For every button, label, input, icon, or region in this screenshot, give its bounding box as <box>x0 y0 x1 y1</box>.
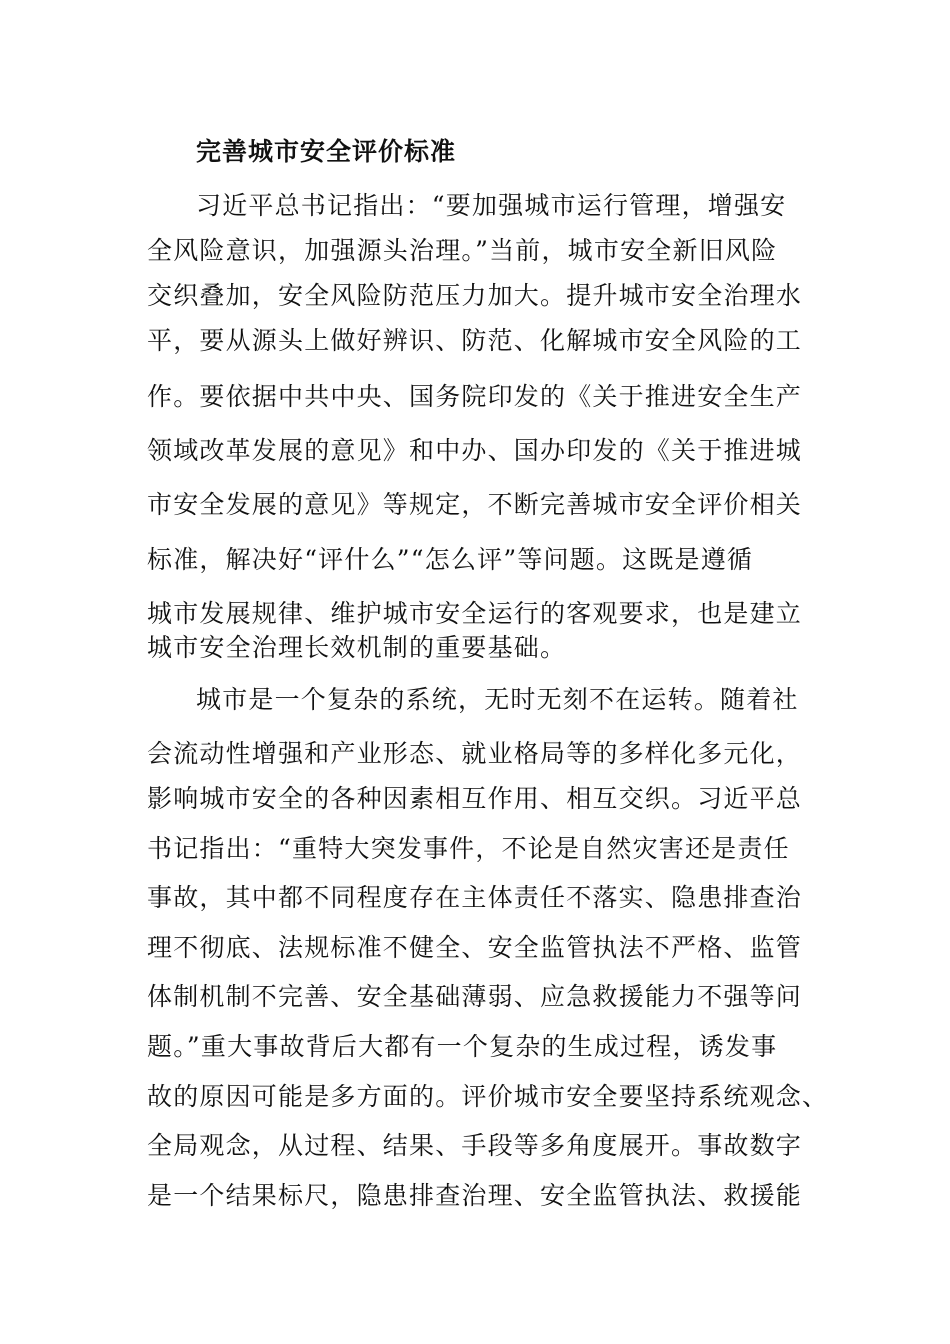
paragraph-2-line-2: 会流动性增强和产业形态、就业格局等的多样化多元化， <box>147 739 803 768</box>
paragraph-1-line-10: 城市安全治理长效机制的重要基础。 <box>147 633 567 662</box>
paragraph-1-line-7: 市安全发展的意见》等规定，不断完善城市安全评价相关 <box>147 490 803 519</box>
paragraph-1-line-1: 习近平总书记指出：“要加强城市运行管理，增强安 <box>196 191 787 220</box>
paragraph-2-line-5: 事故，其中都不同程度存在主体责任不落实、隐患排查治 <box>147 883 803 912</box>
paragraph-1-line-8: 标准，解决好“评什么”“怎么评”等问题。这既是遵循 <box>147 545 754 574</box>
document-title: 完善城市安全评价标准 <box>196 137 457 166</box>
paragraph-2-line-7: 体制机制不完善、安全基础薄弱、应急救援能力不强等问 <box>147 982 803 1011</box>
paragraph-1-line-3: 交织叠加，安全风险防范压力加大。提升城市安全治理水 <box>147 281 803 310</box>
paragraph-2-line-1: 城市是一个复杂的系统，无时无刻不在运转。随着社 <box>196 685 799 714</box>
paragraph-1-line-2: 全风险意识，加强源头治理。”当前，城市安全新旧风险 <box>147 236 778 265</box>
paragraph-2-line-6: 理不彻底、法规标准不健全、安全监管执法不严格、监管 <box>147 933 803 962</box>
paragraph-1-line-9: 城市发展规律、维护城市安全运行的客观要求，也是建立 <box>147 599 803 628</box>
paragraph-2-line-3: 影响城市安全的各种因素相互作用、相互交织。习近平总 <box>147 784 803 813</box>
paragraph-1-line-5: 作。要依据中共中央、国务院印发的《关于推进安全生产 <box>147 382 803 411</box>
paragraph-2-line-9: 故的原因可能是多方面的。评价城市安全要坚持系统观念、 <box>147 1082 829 1111</box>
paragraph-1-line-6: 领域改革发展的意见》和中办、国办印发的《关于推进城 <box>147 436 803 465</box>
paragraph-1-line-4: 平，要从源头上做好辨识、防范、化解城市安全风险的工 <box>147 326 803 355</box>
paragraph-2-line-8: 题。”重大事故背后大都有一个复杂的生成过程，诱发事 <box>147 1032 778 1061</box>
paragraph-2-line-11: 是一个结果标尺，隐患排查治理、安全监管执法、救援能 <box>147 1181 803 1210</box>
paragraph-2-line-4: 书记指出：“重特大突发事件，不论是自然灾害还是责任 <box>147 834 790 863</box>
paragraph-2-line-10: 全局观念，从过程、结果、手段等多角度展开。事故数字 <box>147 1131 803 1160</box>
